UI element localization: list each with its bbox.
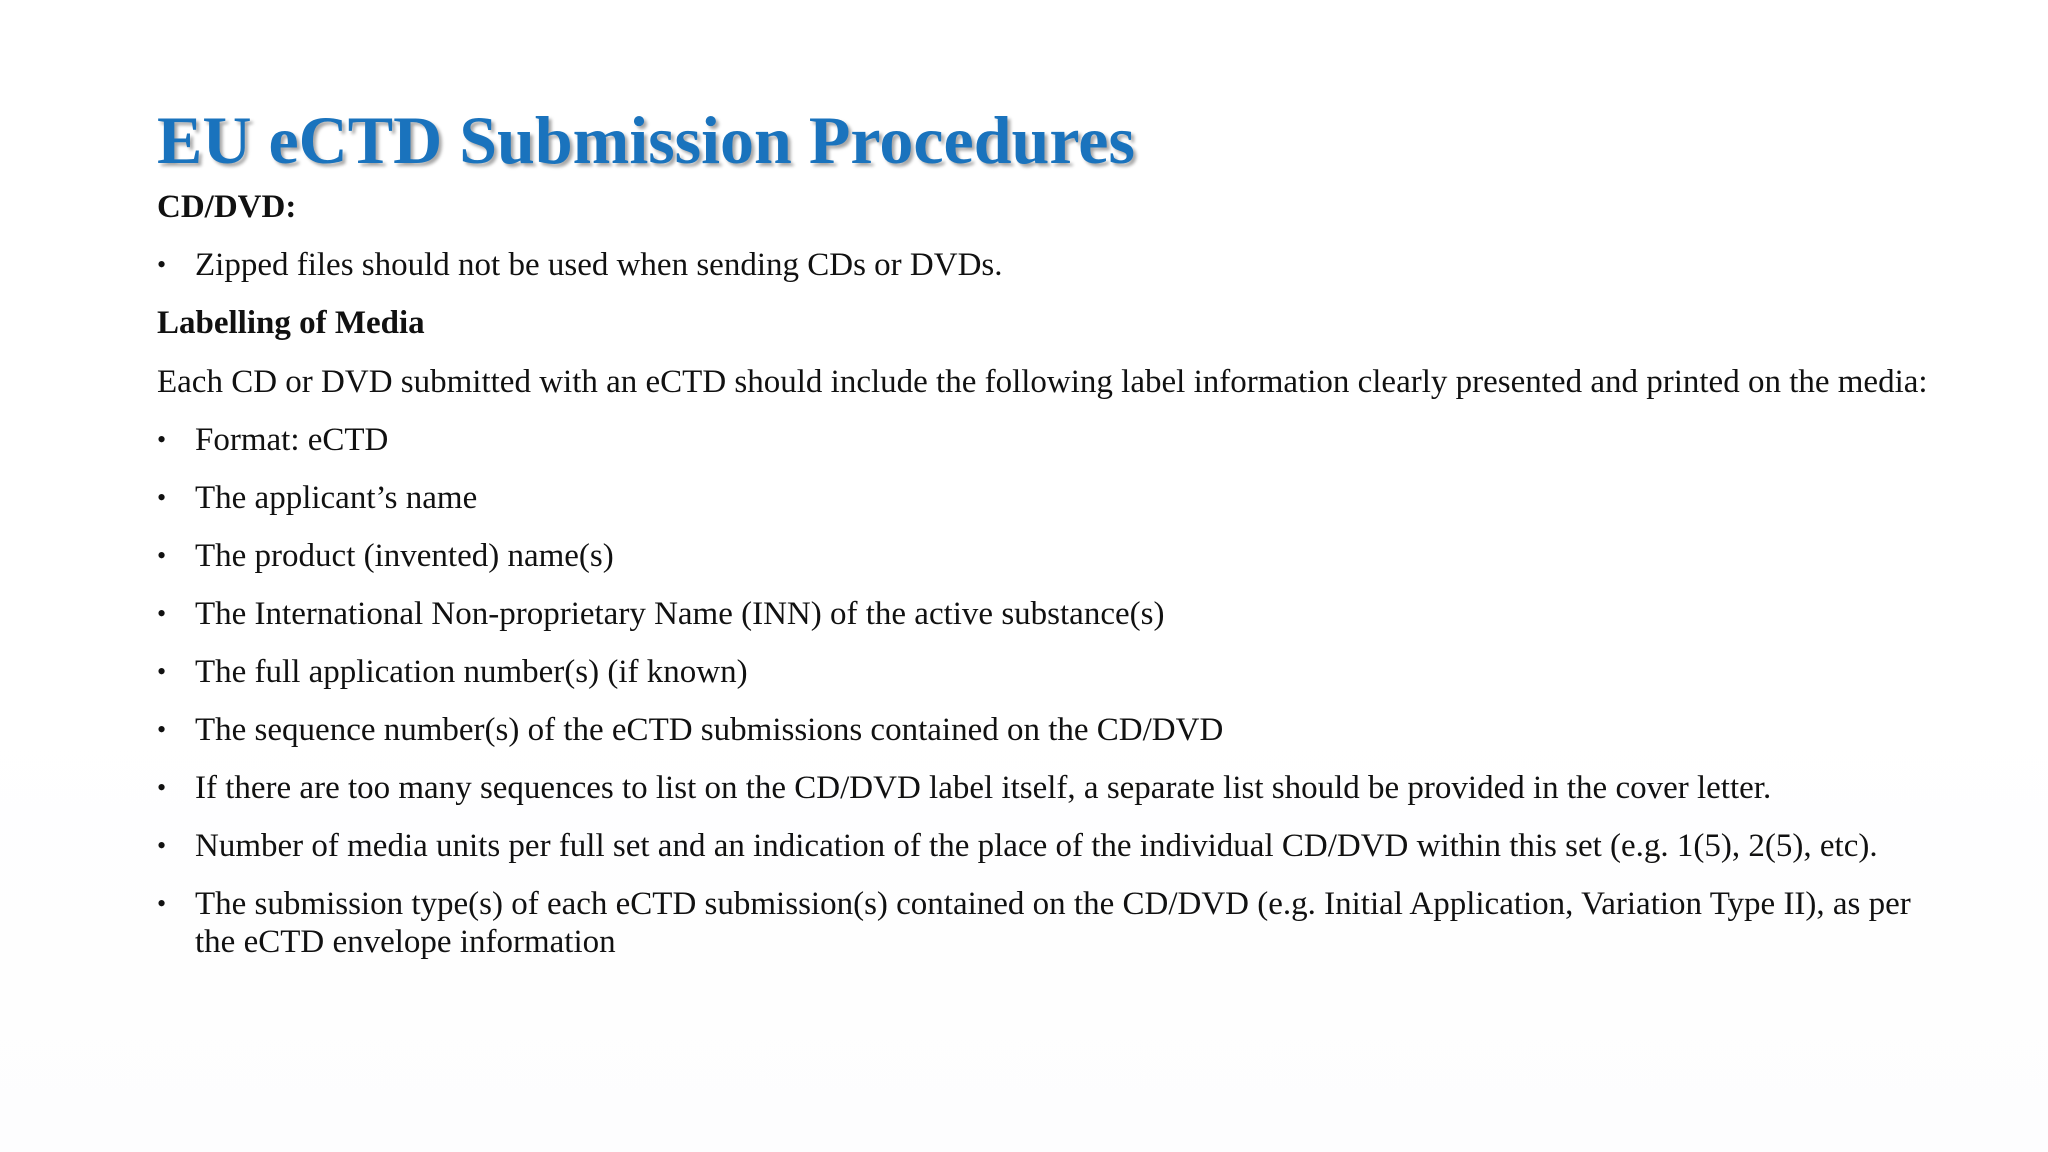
slide-body [157, 188, 1957, 961]
bullet-text: The sequence number(s) of the eCTD submissions contained on the CD/DVD [195, 712, 1224, 748]
bullet-icon: • [157, 425, 167, 454]
list-item [157, 595, 1957, 633]
bullet-icon: • [157, 831, 167, 860]
bullet-text: The International Non-proprietary Name (INN) of the active substance(s) [195, 596, 1165, 632]
bullet-text: The applicant’s name [195, 480, 478, 516]
cd-dvd-heading: CD/DVD: [157, 189, 297, 225]
list-item [157, 479, 1957, 517]
bullet-icon: • [157, 599, 167, 628]
bullet-text: Format: eCTD [195, 422, 389, 458]
bullet-text: The full application number(s) (if known) [195, 654, 748, 690]
bullet-icon: • [157, 250, 167, 279]
bullet-text: Zipped files should not be used when sending CDs or DVDs. [195, 247, 1003, 283]
bullet-text: Number of media units per full set and an indication of the place of the individual CD/DVD within this set (e.g. 1(5), 2(5), etc). [195, 828, 1878, 864]
labelling-heading: Labelling of Media [157, 305, 425, 341]
list-item [157, 246, 1957, 284]
bullet-icon: • [157, 541, 167, 570]
list-item [157, 653, 1957, 691]
bullet-text: The submission type(s) of each eCTD submission(s) contained on the CD/DVD (e.g. Initial Application, Variation Type II), as per the eCTD envelope information [195, 886, 1911, 960]
bullet-icon: • [157, 657, 167, 686]
list-item [157, 537, 1957, 575]
labelling-intro: Each CD or DVD submitted with an eCTD should include the following label information clearly presented and printed on the media: [157, 364, 1928, 400]
slide-title: EU eCTD Submission Procedures [157, 102, 1135, 178]
bullet-text: If there are too many sequences to list on the CD/DVD label itself, a separate list should be provided in the cover letter. [195, 770, 1772, 806]
list-item [157, 885, 1957, 961]
list-item [157, 827, 1957, 865]
list-item [157, 711, 1957, 749]
bullet-icon: • [157, 773, 167, 802]
list-item [157, 769, 1957, 807]
bullet-icon: • [157, 889, 167, 918]
bullet-icon: • [157, 715, 167, 744]
bullet-icon: • [157, 483, 167, 512]
list-item [157, 421, 1957, 459]
bullet-text: The product (invented) name(s) [195, 538, 614, 574]
